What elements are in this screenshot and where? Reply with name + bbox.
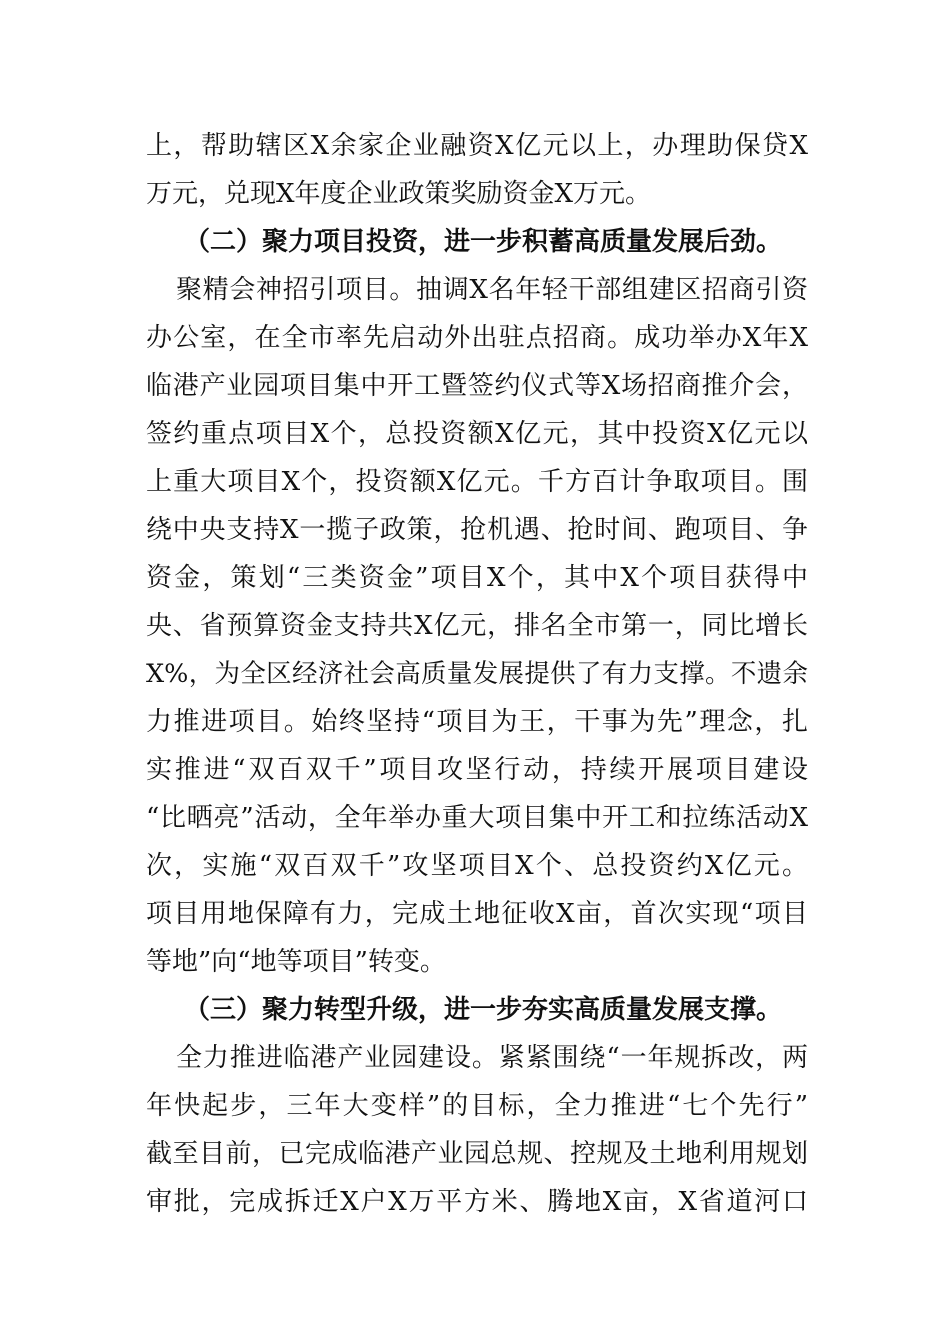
text-line: 办公室，在全市率先启动外出驻点招商。成功举办X年X bbox=[146, 323, 808, 353]
text-line: 次，实施“双百双千”攻坚项目X个、总投资约X亿元。 bbox=[146, 851, 808, 881]
text-line: 上重大项目X个，投资额X亿元。千方百计争取项目。围 bbox=[146, 467, 808, 497]
text-line: 绕中央支持X一揽子政策，抢机遇、抢时间、跑项目、争 bbox=[146, 515, 808, 545]
text-line: 年快起步，三年大变样”的目标，全力推进“七个先行” bbox=[146, 1091, 808, 1121]
text-line: 力推进项目。始终坚持“项目为王，干事为先”理念，扎 bbox=[146, 707, 808, 737]
text-line: 央、省预算资金支持共X亿元，排名全市第一，同比增长 bbox=[146, 611, 808, 641]
paragraph-start: 全力推进临港产业园建设。紧紧围绕“一年规拆改，两 bbox=[176, 1043, 808, 1073]
document-body bbox=[146, 122, 808, 1226]
text-line: 资金，策划“三类资金”项目X个，其中X个项目获得中 bbox=[146, 563, 808, 593]
text-line: 签约重点项目X个，总投资额X亿元，其中投资X亿元以 bbox=[146, 419, 808, 449]
text-line: “比晒亮”活动，全年举办重大项目集中开工和拉练活动X bbox=[146, 803, 808, 833]
text-line: 等地”向“地等项目”转变。 bbox=[146, 947, 446, 977]
text-line: X%，为全区经济社会高质量发展提供了有力支撑。不遗余 bbox=[146, 659, 808, 689]
text-line: 截至目前，已完成临港产业园总规、控规及土地利用规划 bbox=[146, 1139, 808, 1169]
text-line: 审批，完成拆迁X户X万平方米、腾地X亩，X省道河口 bbox=[146, 1187, 808, 1217]
section-heading-2: （二）聚力项目投资，进一步积蓄高质量发展后劲。 bbox=[184, 227, 783, 257]
text-line: 实推进“双百双千”项目攻坚行动，持续开展项目建设 bbox=[146, 755, 808, 785]
text-line: 临港产业园项目集中开工暨签约仪式等X场招商推介会， bbox=[146, 371, 808, 401]
text-line: 项目用地保障有力，完成土地征收X亩，首次实现“项目 bbox=[146, 899, 808, 929]
text-line: 万元，兑现X年度企业政策奖励资金X万元。 bbox=[146, 179, 652, 209]
text-line: 上，帮助辖区X余家企业融资X亿元以上，办理助保贷X bbox=[146, 131, 808, 161]
paragraph-start: 聚精会神招引项目。抽调X名年轻干部组建区招商引资 bbox=[176, 275, 808, 305]
section-heading-3: （三）聚力转型升级，进一步夯实高质量发展支撑。 bbox=[184, 995, 783, 1025]
